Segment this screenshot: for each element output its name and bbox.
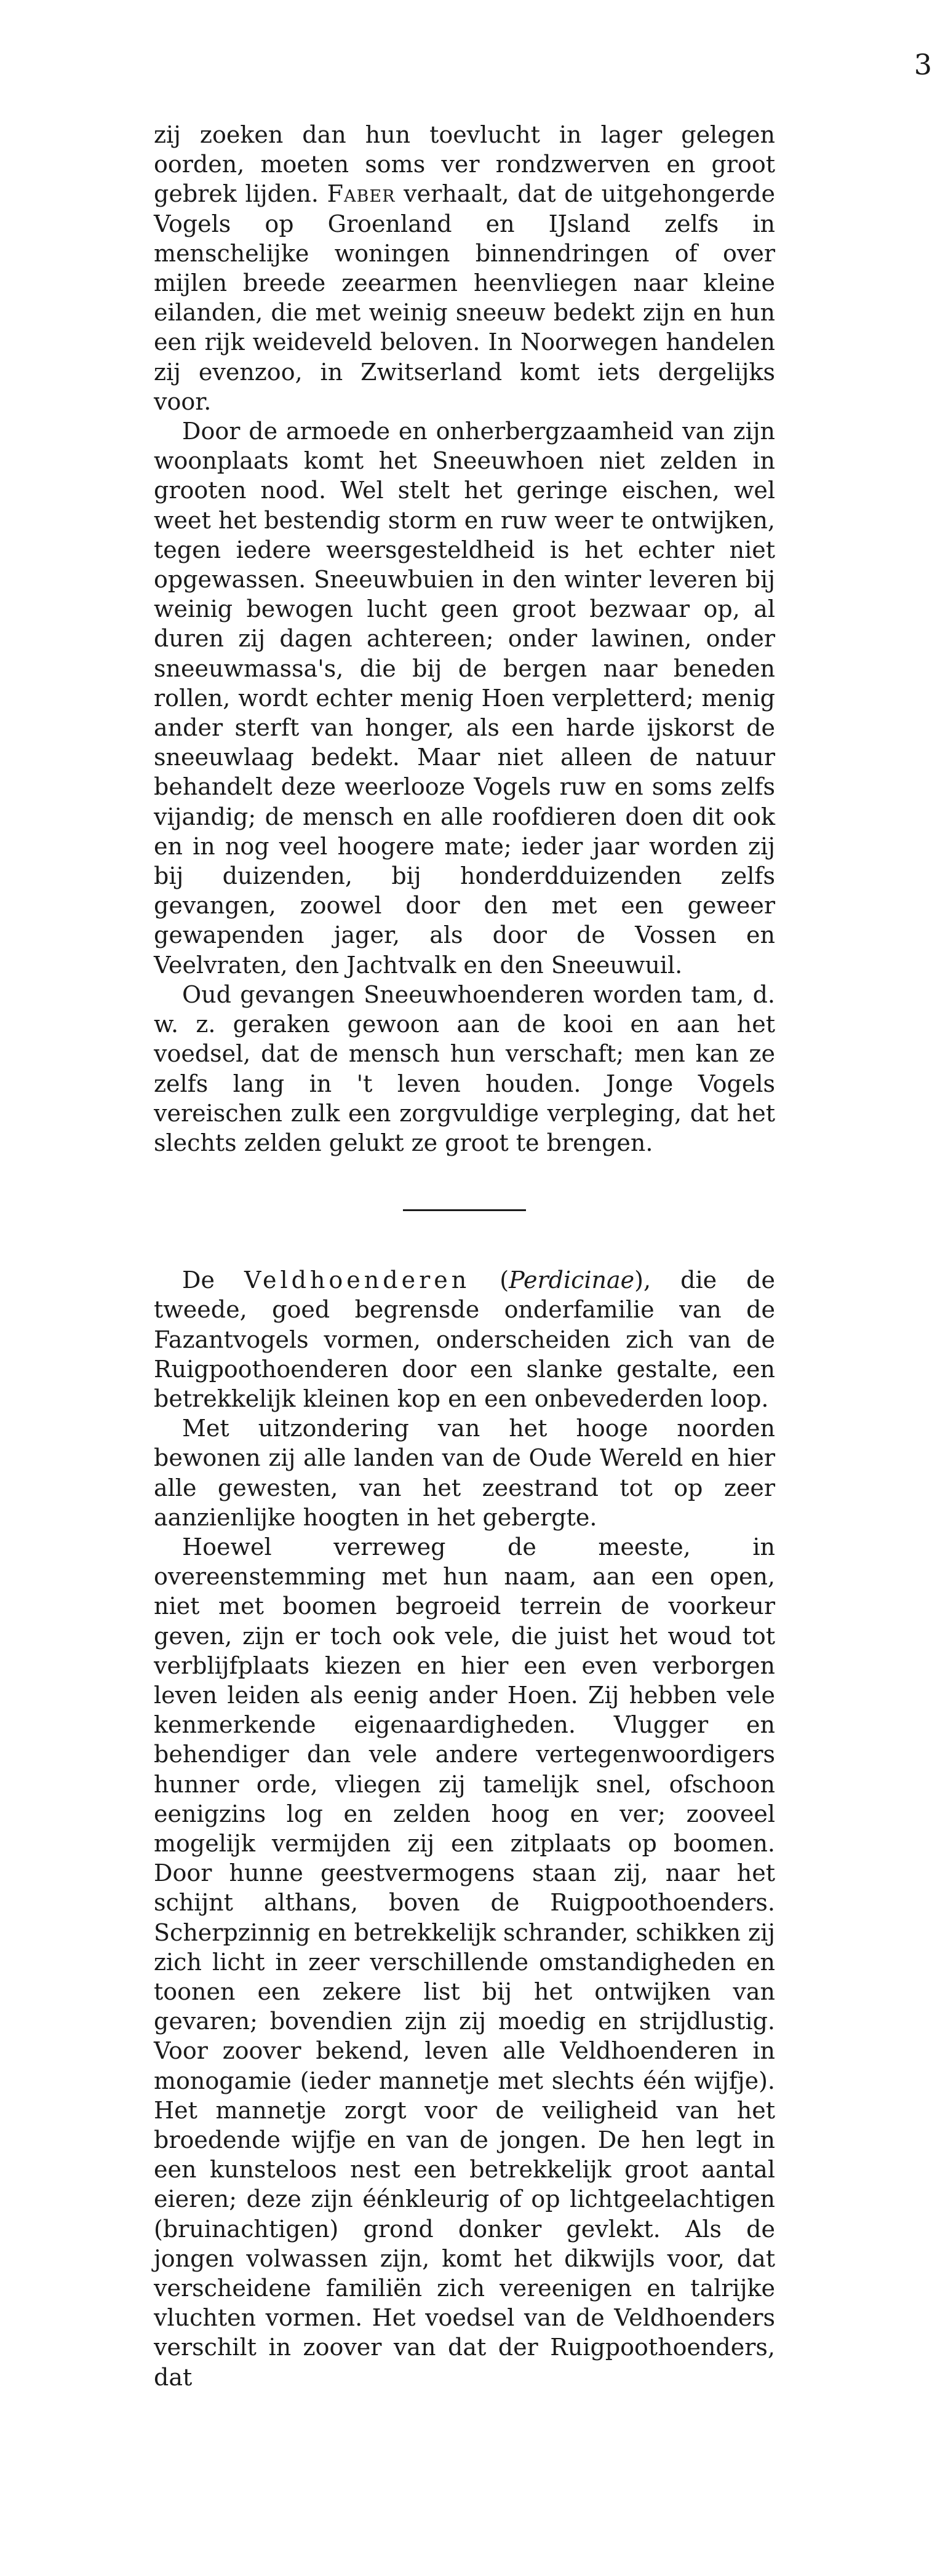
paragraph: Hoewel verreweg de meeste, in overeenstemming met hun naam, aan een open, niet met boomen begroeid terrein de voorkeur geven, zijn er toch ook vele, die juist het woud tot verblijfplaats kiezen en hier een even verborgen leven leiden als eenig ander Hoen. Zij hebben vele kenmerkende eigenaardigheden. Vlugger en behendiger dan vele andere vertegenwoordigers hunner orde, vliegen zij tamelijk snel, ofschoon eenigzins log en zelden hoog en ver; zooveel mogelijk vermijden zij een zitplaats op boomen. Door hunne geestvermogens staan zij, naar het schijnt althans, boven de Ruigpoothoenders. Scherpzinnig en betrekkelijk schrander, schikken zij zich licht in zeer verschillende omstandigheden en toonen een zekere list bij het ontwijken van gevaren; bovendien zijn zij moedig en strijdlustig. Voor zoover bekend, leven alle Veldhoenderen in monogamie (ieder mannetje met slechts één wijfje). Het mannetje zorgt voor de veiligheid van het broedende wijfje en van de jongen. De hen legt in een kunsteloos nest een betrekkelijk groot aantal eieren; deze zijn éénkleurig of op lichtgeelachtigen (bruinachtigen) grond donker gevlekt. Als de jongen volwassen zijn, komt het dikwijls voor, dat verscheidene familiën zich vereenigen en talrijke vluchten vormen. Het voedsel van de Veldhoenders verschilt in zoover van dat der Ruigpoothoenders, dat [154,1533,775,2391]
text-column [154,120,775,2392]
paragraph: Door de armoede en onherbergzaamheid van zijn woonplaats komt het Sneeuwhoen niet zelden in grooten nood. Wel stelt het geringe eischen, wel weet het bestendig storm en ruw weer te ontwijken, tegen iedere weersgesteldheid is het echter niet opgewassen. Sneeuwbuien in den winter leveren bij weinig bewogen lucht geen groot bezwaar op, al duren zij dagen achtereen; onder lawinen, onder sneeuwmassa's, die bij de bergen naar beneden rollen, wordt echter menig Hoen verpletterd; menig ander sterft van honger, als een harde ijskorst de sneeuwlaag bedekt. Maar niet alleen de natuur behandelt deze weerlooze Vogels ruw en soms zelfs vijandig; de mensch en alle roofdieren doen dit ook en in nog veel hoogere mate; ieder jaar worden zij bij duizenden, bij honderdduizenden zelfs gevangen, zoowel door den met een geweer gewapenden jager, als door de Vossen en Veelvraten, den Jachtvalk en den Sneeuwuil. [154,418,775,979]
paragraph-text: zij zoeken dan hun toevlucht in lager gelegen oorden, moeten soms ver rondzwerven en groot gebrek lijden. [154,121,775,208]
term-name: Veldhoenderen [244,1266,471,1294]
page-number: 3 [914,48,932,81]
section-divider [403,1209,526,1211]
paragraph-text: ), die de tweede, goed begrensde onderfamilie van de Fazantvogels vormen, onderscheiden zich van de Ruigpoothoenderen door een slanke gestalte, een betrekkelijk kleinen kop en een onbevederden loop. [154,1266,775,1412]
latin-name: Perdicinae [509,1266,635,1294]
paragraph: Oud gevangen Sneeuwhoenderen worden tam, d. w. z. geraken gewoon aan de kooi en aan het voedsel, dat de mensch hun verschaft; men kan ze zelfs lang in 't leven houden. Jonge Vogels vereischen zulk een zorgvuldige verpleging, dat het slechts zelden gelukt ze groot te brengen. [154,980,775,1156]
paragraph: Met uitzondering van het hooge noorden bewonen zij alle landen van de Oude Wereld en hier alle gewesten, van het zeestrand tot op zeer aanzienlijke hoogten in het gebergte. [154,1415,775,1531]
author-name: Faber [327,180,396,208]
paragraph [154,1265,775,1413]
paragraph [154,120,775,416]
paragraph-text: De [182,1266,245,1294]
paragraph-text: verhaalt, dat de uitgehongerde Vogels op Groenland en IJsland zelfs in menschelijke woningen binnendringen of over mijlen breede zeearmen heenvliegen naar kleine eilanden, die met weinig sneeuw bedekt zijn en hun een rijk weideveld beloven. In Noorwegen handelen zij evenzoo, in Zwitserland komt iets dergelijks voor. [154,180,775,415]
paragraph-text: ( [470,1266,509,1294]
